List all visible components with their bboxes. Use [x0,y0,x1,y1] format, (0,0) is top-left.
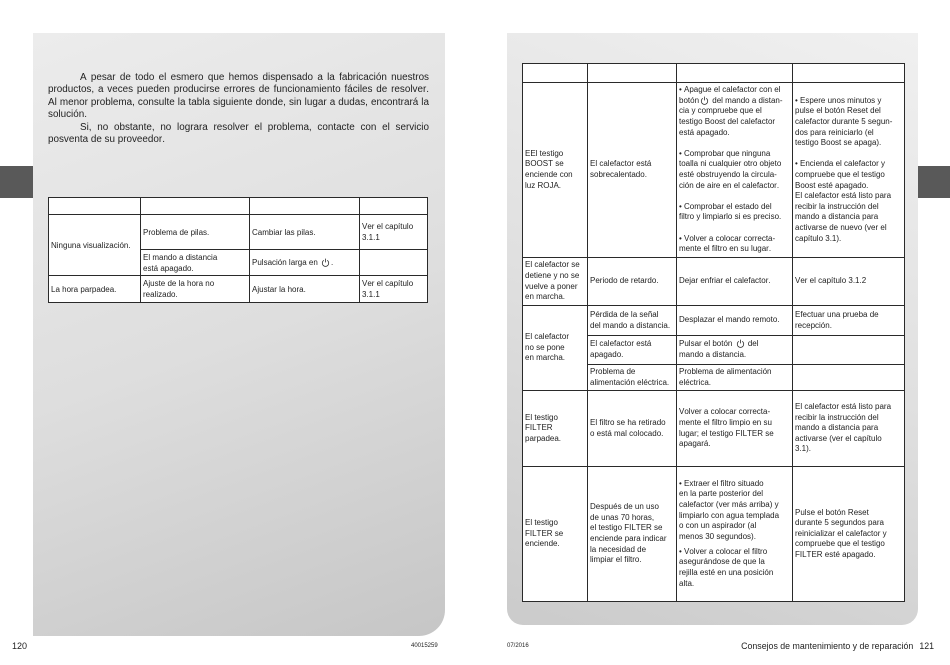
cell-line: esté obstruyendo la circula- [679,170,777,179]
cell-paragraph [679,339,790,360]
cause-cell [588,336,677,365]
document-code: 40015259 [411,643,438,649]
cell-line: reinicializar el calefactor y [795,528,887,538]
cell-paragraph [51,284,138,295]
intro-paragraph: Si, no obstante, no lograra resolver el problema, contacte con el servicio posventa de su proveedor. [48,121,429,146]
cell-line: La hora parpadea. [51,284,117,294]
cell-line: testigo Boost se apaga). [795,138,882,148]
cell-paragraph [525,149,585,191]
cell-line: 3.1). [795,444,812,454]
cell-paragraph [679,479,790,543]
cell-line: mando a distancia para [795,423,879,433]
cell-paragraph [795,402,902,455]
note-cell [793,83,905,258]
cell-line: Desplazar el mando remoto. [679,315,780,325]
cell-line: menos 30 segundos). [679,531,756,541]
cell-line: • Volver a colocar correcta- [679,233,776,243]
cell-line: • Comprobar el estado del [679,201,772,211]
table-header-cell [677,64,793,83]
cell-line: mente el filtro limpio en su [679,417,772,427]
cell-line: rejilla esté en una posición [679,568,774,578]
table-header-cell [49,198,141,215]
cell-line: mando a distancia para [795,212,879,222]
cell-line: recibir la instrucción del [795,201,879,211]
cell-line: • Volver a colocar el filtro [679,546,768,556]
line-text-before: botón [679,95,700,105]
table-header-cell [360,198,428,215]
solution-cell [677,336,793,365]
cell-line: Problema de [590,366,636,376]
cell-line: está apagado. [143,263,194,273]
table-row [523,467,905,602]
cell-line: El testigo [525,518,558,528]
cell-line: • Encienda el calefactor y [795,159,885,169]
cell-paragraph [679,407,790,449]
cause-cell [588,83,677,258]
cell-line: El calefactor está [590,159,652,169]
power-icon [321,258,330,267]
cell-line: BOOST se [525,159,564,169]
note-cell [793,258,905,306]
cell-line: El calefactor se [525,260,580,270]
cell-line: 3.1.1 [362,233,380,242]
cell-paragraph [590,276,674,287]
cell-line: apagado. [590,350,624,359]
table-row [49,215,428,250]
cell-paragraph [590,502,674,566]
cell-line: toalla ni cualquier otro objeto [679,159,782,169]
table-body [523,64,905,602]
cell-line: • Espere unos minutos y [795,95,882,105]
table-row [523,306,905,336]
cell-line: FILTER esté apagado. [795,549,876,559]
cell-line: Problema de alimentación [679,366,772,376]
solution-cell [677,83,793,258]
solution-cell [677,391,793,467]
cell-line: Ninguna visualización. [51,240,131,250]
cell-line: vuelve a poner [525,281,578,291]
cell-line: cia y compruebe que el [679,106,762,116]
cell-paragraph [679,547,790,589]
cell-paragraph [679,234,790,255]
cause-cell [588,258,677,306]
cell-line: realizado. [143,290,178,299]
symptom-cell [49,276,141,303]
cell-line: Efectuar una prueba de [795,309,879,319]
cell-paragraph [51,240,138,251]
cell-line: o con un aspirador (al [679,521,757,531]
cell-line: 3.1.1 [362,290,380,299]
cell-paragraph [795,310,902,331]
table-row [523,391,905,467]
page-number-right: 121 [919,641,934,651]
cell-line: en marcha. [525,353,566,363]
table-header-row [523,64,905,83]
cell-paragraph [590,367,674,388]
cell-line: activarse de nuevo (ver el [795,222,887,232]
solution-cell [677,306,793,336]
cell-line: recepción. [795,320,832,330]
cause-cell [588,391,677,467]
cell-line: activarse (ver el capítulo [795,433,882,443]
cell-paragraph [143,252,247,274]
cause-cell [588,467,677,602]
cell-paragraph [590,310,674,331]
solution-cell [677,365,793,391]
cell-line: enciende para indicar [590,534,667,543]
cell-paragraph [143,227,247,238]
cause-cell [588,365,677,391]
cell-line: Después de un uso [590,502,659,512]
power-icon [736,339,745,348]
cause-cell [588,306,677,336]
cell-line: Periodo de retardo. [590,276,659,286]
table-body [49,198,428,303]
table-header-cell [588,64,677,83]
cell-line: testigo Boost del calefactor [679,117,776,127]
cell-line: EEl testigo [525,148,564,158]
cell-line: • Comprobar que ninguna [679,148,771,158]
cell-line: parpadea. [525,433,562,443]
cell-line [679,96,790,107]
cell-line: Pérdida de la señal [590,309,659,319]
cell-paragraph [525,413,585,445]
cell-line: enciende. [525,539,560,549]
note-cell [793,467,905,602]
cell-paragraph [525,332,585,364]
cell-line: Cambiar las pilas. [252,227,316,237]
solution-cell [250,215,360,250]
cell-line: FILTER [525,423,553,433]
solution-cell [250,276,360,303]
line-text-after: . [331,258,334,267]
cause-cell [141,215,250,250]
intro-paragraph: A pesar de todo el esmero que hemos dispensado a la fabricación nuestros productos, a veces pueden producirse errores de funcionamiento fáciles de resolver. Al menor problema, consulte la tabla siguiente donde, sin lugar a dudas, encontrará la solución. [48,72,429,121]
cell-line: durante 5 segundos para [795,518,884,528]
cell-paragraph [525,260,585,302]
cell-line: El mando a distancia [143,252,218,262]
line-text-before: Pulsar el botón [679,339,735,349]
cell-line: recibir la instrucción del [795,412,879,422]
cell-line: sobrecalentado. [590,170,647,179]
cell-paragraph [590,339,674,360]
cell-line: asegurándose de que la [679,557,765,567]
symptom-cell [523,83,588,258]
cell-line: compruebe que el testigo [795,170,885,179]
symptom-cell [523,306,588,391]
document-date: 07/2016 [507,643,529,649]
cell-paragraph [590,159,674,180]
cell-line: Problema de pilas. [143,227,210,237]
cell-line: limpiarlo con agua templada [679,510,780,520]
cell-paragraph [362,221,425,243]
cell-line: El filtro se ha retirado [590,417,666,427]
cell-line: Ajuste de la hora no [143,279,215,288]
cell-line: Ver el capítulo [362,279,414,288]
right-chapter-tab [918,166,950,198]
note-cell [360,276,428,303]
cell-paragraph [679,202,790,223]
cell-paragraph [252,227,357,238]
cell-line: El calefactor [525,332,570,342]
note-cell [360,250,428,276]
cell-line: • Apague el calefactor con el [679,85,781,95]
cell-line: El testigo [525,412,558,422]
cell-line: limpiar el filtro. [590,555,642,565]
symptom-cell [523,258,588,306]
cell-paragraph [795,508,902,561]
cell-paragraph [143,278,247,300]
symptom-cell [49,215,141,276]
table-header-cell [793,64,905,83]
cell-line: mando a distancia. [679,350,747,359]
cell-paragraph [795,159,902,244]
note-cell [793,391,905,467]
cause-cell [141,276,250,303]
cell-line: del mando a distancia. [590,320,671,330]
cell-line: en marcha. [525,292,566,302]
cell-line: en la parte posterior del [679,489,764,499]
cell-line: Boost esté apagado. [795,180,869,190]
cell-line [252,257,357,268]
cell-line: o está mal colocado. [590,428,664,438]
power-icon [700,96,709,105]
cell-line: apagará. [679,439,711,449]
line-text-after: del [745,339,759,349]
symptom-cell [523,391,588,467]
cell-line: luz ROJA. [525,180,562,190]
footer-section [741,641,934,651]
cell-line: calefactor durante 5 segun- [795,117,893,127]
cell-line: alimentación eléctrica. [590,377,670,387]
cell-line: compruebe que el testigo [795,539,885,549]
troubleshooting-table-heater [522,63,905,602]
table-header-row [49,198,428,215]
line-text-after: del mando a distan- [710,95,783,105]
cell-line: la necesidad de [590,544,647,554]
note-cell [793,306,905,336]
cell-line: filtro y limpiarlo si es preciso. [679,212,782,222]
cell-paragraph [679,85,790,138]
cell-paragraph [679,276,790,287]
intro-text [48,72,429,146]
table-header-cell [141,198,250,215]
cell-paragraph [252,257,357,268]
cell-line: alta. [679,578,695,588]
cell-line: ción de aire en el calefactor. [679,180,780,190]
table-header-cell [250,198,360,215]
cell-line: Volver a colocar correcta- [679,407,771,417]
cell-line: Ver el capítulo [362,222,414,231]
line-text-before: Pulsación larga en [252,258,321,267]
cell-paragraph [252,284,357,295]
cell-line: Dejar enfriar el calefactor. [679,276,771,286]
note-cell [793,365,905,391]
cell-line: calefactor (ver más arriba) y [679,499,779,509]
cell-line: no se pone [525,342,565,352]
page-number-left: 120 [12,641,28,651]
table-row [523,258,905,306]
cell-paragraph [679,367,790,388]
note-cell [793,336,905,365]
cell-line: El calefactor está listo para [795,402,892,412]
cell-line: FILTER se [525,528,564,538]
cell-paragraph [525,518,585,550]
cell-paragraph [795,276,902,287]
solution-cell [250,250,360,276]
cell-line: está apagado. [679,127,730,137]
solution-cell [677,467,793,602]
symptom-cell [523,467,588,602]
cell-line [679,339,790,350]
cause-cell [141,250,250,276]
cell-line: pulse el botón Reset del [795,106,881,116]
cell-line: eléctrica. [679,377,712,387]
cell-line: Pulse el botón Reset [795,507,869,517]
cell-line: El calefactor está [590,339,652,349]
cell-line: Ajustar la hora. [252,284,306,294]
table-row [49,276,428,303]
cell-line: • Extraer el filtro situado [679,478,764,488]
cell-line: enciende con [525,170,573,179]
cell-paragraph [679,315,790,326]
section-title: Consejos de mantenimiento y de reparación [741,641,914,651]
cell-paragraph [362,278,425,300]
solution-cell [677,258,793,306]
cell-paragraph [679,149,790,191]
cell-paragraph [590,418,674,439]
cell-line: detiene y no se [525,270,580,280]
cell-line: lugar; el testigo FILTER se [679,428,774,438]
table-row [523,83,905,258]
cell-line: El calefactor está listo para [795,191,892,201]
table-header-cell [523,64,588,83]
cell-line: Ver el capítulo 3.1.2 [795,276,867,286]
cell-line: el testigo FILTER se [590,523,663,533]
note-cell [360,215,428,250]
left-chapter-tab [0,166,33,198]
cell-line: de unas 70 horas, [590,512,655,522]
troubleshooting-table-remote [48,197,428,303]
cell-line: capítulo 3.1). [795,233,842,243]
cell-line: mente el filtro en su lugar. [679,244,772,254]
cell-line: dos para reiniciarlo (el [795,127,874,137]
cell-paragraph [795,96,902,149]
